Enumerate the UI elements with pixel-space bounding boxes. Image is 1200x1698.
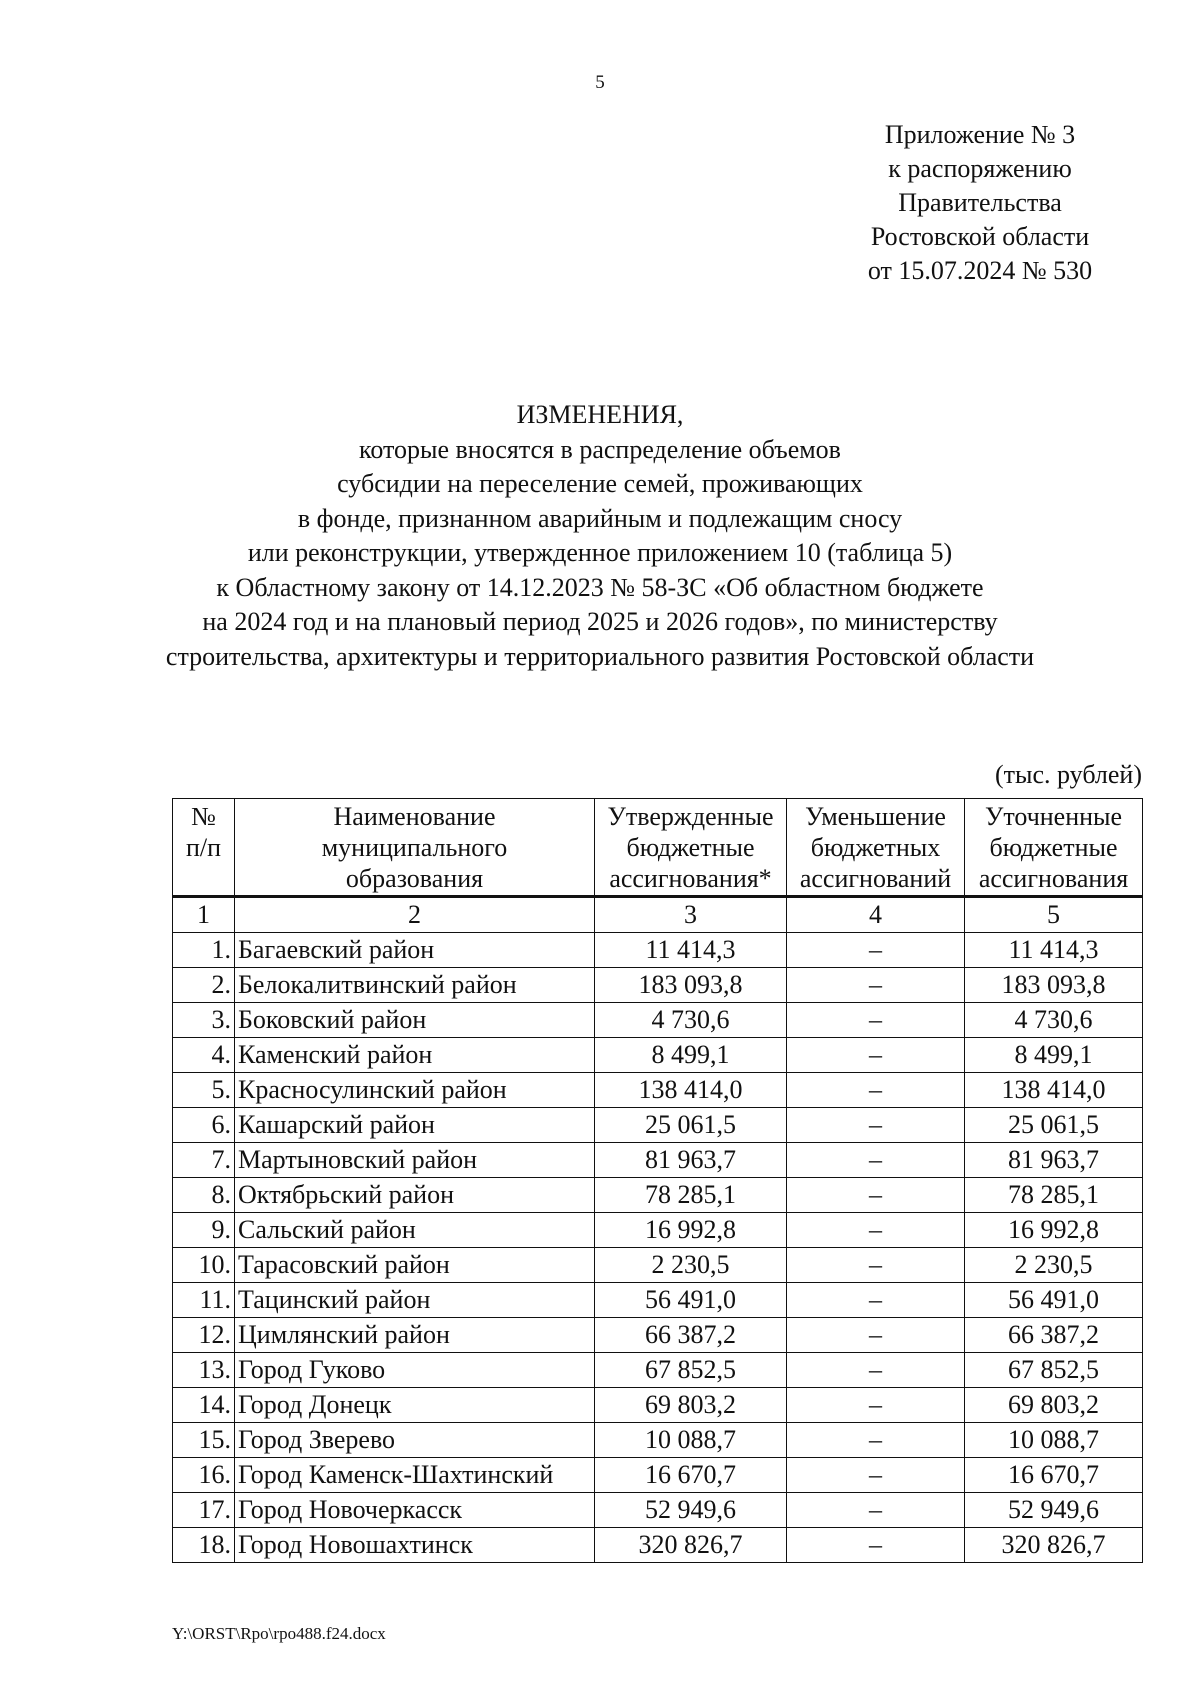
municipality-name: Тацинский район <box>235 1283 595 1318</box>
municipality-name: Каменский район <box>235 1038 595 1073</box>
approved-value: 320 826,7 <box>595 1528 787 1563</box>
table-row <box>173 1283 1143 1318</box>
decrease-value: – <box>787 1388 965 1423</box>
header-line: Уточненные <box>984 802 1123 831</box>
row-number: 8. <box>173 1178 235 1213</box>
municipality-name: Белокалитвинский район <box>235 968 595 1003</box>
approved-value: 11 414,3 <box>595 933 787 968</box>
header-line: Уменьшение <box>805 802 946 831</box>
header-line: Наименование <box>333 802 496 831</box>
file-path: Y:\ORST\Rpo\rpo488.f24.docx <box>172 1624 386 1643</box>
table-row <box>173 1458 1143 1493</box>
decrease-value: – <box>787 1038 965 1073</box>
row-number: 4. <box>173 1038 235 1073</box>
header-line: ассигнований <box>799 864 952 893</box>
column-number-row <box>173 897 1143 933</box>
row-number: 12. <box>173 1318 235 1353</box>
decrease-value: – <box>787 1528 965 1563</box>
row-number: 15. <box>173 1423 235 1458</box>
refined-value: 78 285,1 <box>965 1178 1143 1213</box>
header-line: бюджетные <box>626 833 755 862</box>
approved-value: 66 387,2 <box>595 1318 787 1353</box>
row-number: 16. <box>173 1458 235 1493</box>
decrease-value: – <box>787 1318 965 1353</box>
units-label: (тыс. рублей) <box>994 760 1142 789</box>
table-row <box>173 1353 1143 1388</box>
approved-value: 67 852,5 <box>595 1353 787 1388</box>
refined-value: 67 852,5 <box>965 1353 1143 1388</box>
approved-value: 183 093,8 <box>595 968 787 1003</box>
column-number: 5 <box>965 897 1143 933</box>
annex-line: Приложение № 3 <box>884 120 1076 149</box>
page-number: 5 <box>595 72 605 93</box>
approved-value: 4 730,6 <box>595 1003 787 1038</box>
refined-value: 4 730,6 <box>965 1003 1143 1038</box>
document-title <box>0 398 1200 674</box>
header-line: бюджетные <box>989 833 1118 862</box>
annex-line: к распоряжению <box>888 154 1072 183</box>
table-row <box>173 1038 1143 1073</box>
decrease-value: – <box>787 1143 965 1178</box>
municipality-name: Город Донецк <box>235 1388 595 1423</box>
title-line: или реконструкции, утвержденное приложением 10 (таблица 5) <box>247 538 953 567</box>
approved-value: 52 949,6 <box>595 1493 787 1528</box>
header-line: образования <box>345 864 484 893</box>
refined-value: 320 826,7 <box>965 1528 1143 1563</box>
refined-value: 2 230,5 <box>965 1248 1143 1283</box>
approved-value: 138 414,0 <box>595 1073 787 1108</box>
refined-value: 52 949,6 <box>965 1493 1143 1528</box>
annex-line: от 15.07.2024 № 530 <box>867 256 1093 285</box>
table-header-row <box>173 799 1143 897</box>
header-refined <box>965 799 1143 897</box>
table-row <box>173 1423 1143 1458</box>
table-row <box>173 1528 1143 1563</box>
row-number: 18. <box>173 1528 235 1563</box>
header-line: Утвержденные <box>607 802 774 831</box>
row-number: 2. <box>173 968 235 1003</box>
row-number: 1. <box>173 933 235 968</box>
decrease-value: – <box>787 1353 965 1388</box>
municipality-name: Сальский район <box>235 1213 595 1248</box>
budget-table <box>172 798 1143 1563</box>
row-number: 14. <box>173 1388 235 1423</box>
row-number: 11. <box>173 1283 235 1318</box>
refined-value: 25 061,5 <box>965 1108 1143 1143</box>
decrease-value: – <box>787 1003 965 1038</box>
refined-value: 56 491,0 <box>965 1283 1143 1318</box>
header-line: № <box>191 802 216 831</box>
title-line: на 2024 год и на плановый период 2025 и 2026 годов», по министерству <box>202 607 998 636</box>
row-number: 10. <box>173 1248 235 1283</box>
table-row <box>173 1003 1143 1038</box>
approved-value: 16 670,7 <box>595 1458 787 1493</box>
row-number: 17. <box>173 1493 235 1528</box>
municipality-name: Город Новошахтинск <box>235 1528 595 1563</box>
table-row <box>173 1143 1143 1178</box>
decrease-value: – <box>787 968 965 1003</box>
municipality-name: Город Зверево <box>235 1423 595 1458</box>
title-line: к Областному закону от 14.12.2023 № 58-ЗС «Об областном бюджете <box>216 572 984 602</box>
table-row <box>173 1213 1143 1248</box>
refined-value: 81 963,7 <box>965 1143 1143 1178</box>
decrease-value: – <box>787 1493 965 1528</box>
approved-value: 69 803,2 <box>595 1388 787 1423</box>
column-number: 3 <box>595 897 787 933</box>
table-row <box>173 933 1143 968</box>
title-line: строительства, архитектуры и территориального развития Ростовской области <box>165 641 1035 671</box>
table-row <box>173 1248 1143 1283</box>
row-number: 3. <box>173 1003 235 1038</box>
header-municipality <box>235 799 595 897</box>
municipality-name: Октябрьский район <box>235 1178 595 1213</box>
approved-value: 2 230,5 <box>595 1248 787 1283</box>
approved-value: 16 992,8 <box>595 1213 787 1248</box>
table-row <box>173 1108 1143 1143</box>
municipality-name: Мартыновский район <box>235 1143 595 1178</box>
table-row <box>173 1388 1143 1423</box>
refined-value: 11 414,3 <box>965 933 1143 968</box>
row-number: 7. <box>173 1143 235 1178</box>
approved-value: 81 963,7 <box>595 1143 787 1178</box>
refined-value: 16 992,8 <box>965 1213 1143 1248</box>
decrease-value: – <box>787 1423 965 1458</box>
approved-value: 8 499,1 <box>595 1038 787 1073</box>
header-line: ассигнования <box>978 864 1129 893</box>
municipality-name: Кашарский район <box>235 1108 595 1143</box>
municipality-name: Боковский район <box>235 1003 595 1038</box>
refined-value: 8 499,1 <box>965 1038 1143 1073</box>
refined-value: 69 803,2 <box>965 1388 1143 1423</box>
decrease-value: – <box>787 1108 965 1143</box>
decrease-value: – <box>787 1073 965 1108</box>
refined-value: 183 093,8 <box>965 968 1143 1003</box>
municipality-name: Красносулинский район <box>235 1073 595 1108</box>
title-heading: ИЗМЕНЕНИЯ, <box>516 400 684 429</box>
approved-value: 25 061,5 <box>595 1108 787 1143</box>
table-row <box>173 1318 1143 1353</box>
refined-value: 16 670,7 <box>965 1458 1143 1493</box>
decrease-value: – <box>787 1213 965 1248</box>
decrease-value: – <box>787 1283 965 1318</box>
header-line: п/п <box>185 833 222 862</box>
header-number <box>173 799 235 897</box>
header-line: муниципального <box>321 833 508 862</box>
refined-value: 66 387,2 <box>965 1318 1143 1353</box>
column-number: 2 <box>235 897 595 933</box>
municipality-name: Цимлянский район <box>235 1318 595 1353</box>
municipality-name: Город Каменск-Шахтинский <box>235 1458 595 1493</box>
decrease-value: – <box>787 933 965 968</box>
annex-line: Правительства <box>898 188 1062 217</box>
header-line: ассигнования* <box>609 864 772 893</box>
approved-value: 78 285,1 <box>595 1178 787 1213</box>
annex-line: Ростовской области <box>870 222 1090 251</box>
title-line: субсидии на переселение семей, проживающих <box>337 469 863 498</box>
column-number: 1 <box>173 897 235 933</box>
table-row <box>173 1493 1143 1528</box>
decrease-value: – <box>787 1458 965 1493</box>
header-line: бюджетных <box>810 833 941 862</box>
municipality-name: Тарасовский район <box>235 1248 595 1283</box>
decrease-value: – <box>787 1178 965 1213</box>
municipality-name: Город Новочеркасск <box>235 1493 595 1528</box>
title-line: в фонде, признанном аварийным и подлежащим сносу <box>297 503 903 533</box>
title-line: которые вносятся в распределение объемов <box>359 434 841 464</box>
refined-value: 138 414,0 <box>965 1073 1143 1108</box>
table-row <box>173 1073 1143 1108</box>
column-number: 4 <box>787 897 965 933</box>
decrease-value: – <box>787 1248 965 1283</box>
row-number: 9. <box>173 1213 235 1248</box>
header-decrease <box>787 799 965 897</box>
row-number: 5. <box>173 1073 235 1108</box>
table-row <box>173 968 1143 1003</box>
approved-value: 56 491,0 <box>595 1283 787 1318</box>
row-number: 6. <box>173 1108 235 1143</box>
refined-value: 10 088,7 <box>965 1423 1143 1458</box>
table-body <box>173 933 1143 1563</box>
annex-block <box>830 118 1130 288</box>
row-number: 13. <box>173 1353 235 1388</box>
municipality-name: Багаевский район <box>235 933 595 968</box>
approved-value: 10 088,7 <box>595 1423 787 1458</box>
table-row <box>173 1178 1143 1213</box>
municipality-name: Город Гуково <box>235 1353 595 1388</box>
header-approved <box>595 799 787 897</box>
